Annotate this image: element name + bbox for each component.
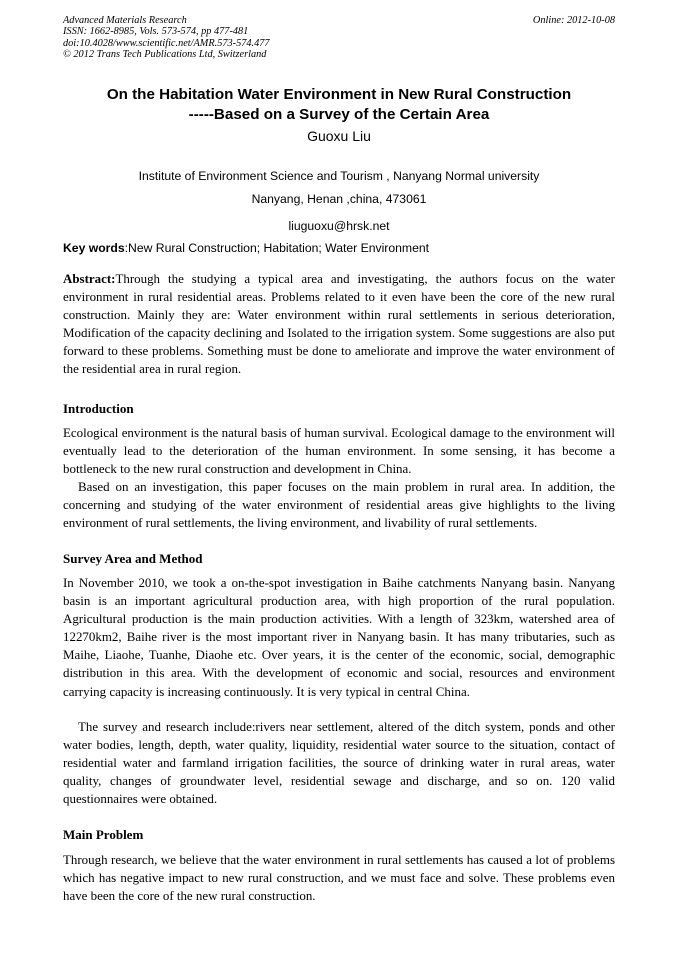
introduction-paragraph-1: Ecological environment is the natural basis of human survival. Ecological damage to the environment will eventually lead to the deterioration of the human environment. In some sensing, it has become a bottleneck to the new rural construction and development in China. [63,425,615,477]
keywords [63,240,623,256]
main-problem-paragraph-1: Through research, we believe that the water environment in rural settlements has caused a lot of problems which has negative impact to new rural construction, and we must face and solve. These problems even have been the core of the new rural construction. [63,852,615,904]
survey-paragraph-1: In November 2010, we took a on-the-spot investigation in Baihe catchments Nanyang basin. Nanyang basin is an important agricultural production area, with high proportion of the rural population. Agricultural production is the main production activities. With a length of 323km, watershed area of 12270km2, Baihe river is the most important river in Nanyang basin. It has many tributaries, such as Maihe, Liaohe, Tuanhe, Diaohe etc. Over years, it is the center of the economic, social, demographic distribution in this area. With the development of economic and social, resources and environment carrying capacity is increasing continuously. It is very typical in central China. [63,575,615,699]
author-email: liuguoxu@hrsk.net [288,219,390,233]
keywords-text: New Rural Construction; Habitation; Water Environment [128,241,430,255]
copyright-line: © 2012 Trans Tech Publications Ltd, Switzerland [63,49,267,61]
introduction-paragraph-2: Based on an investigation, this paper focuses on the main problem in rural area. In addition, the concerning and studying of the water environment of residential areas give highlights to the living environment of rural settlements, the living environment, and livability of rural settlements. [63,479,615,531]
affiliation-institute: Institute of Environment Science and Tourism , Nanyang Normal university [138,169,540,183]
keywords-separator: : [124,241,129,255]
doi-line: doi:10.4028/www.scientific.net/AMR.573-574.477 [63,37,270,49]
author-name: Guoxu Liu [307,128,371,144]
keywords-label: Key words [63,241,125,255]
paper-title: On the Habitation Water Environment in New Rural Construction [106,86,572,103]
journal-name: Advanced Materials Research [63,15,187,26]
survey-paragraph-2: The survey and research include:rivers near settlement, altered of the ditch system, ponds and other water bodies, length, depth, water quality, liquidity, residential water source to the situation, contact of residential water and farmland irrigation facilities, the source of drinking water in rural areas, water quality, changes of groundwater level, residential sewage and discharge, and so on. 120 valid questionnaires were obtained. [63,719,615,807]
abstract-label: Abstract: [63,271,116,286]
online-date: Online: 2012-10-08 [532,15,615,26]
abstract [63,270,615,379]
abstract-text: Through the studying a typical area and investigating, the authors focus on the water environment in rural residential areas. Problems related to it even have been the core of the new rural construction. Mainly they are: Water environment within rural settlements in serious deterioration, Modification of the capacity declining and Isolated to the irrigation system. Some suggestions are also put forward to these problems. Something must be done to ameliorate and improve the water environment of the residential area in rural region. [63,271,615,377]
issn-line: ISSN: 1662-8985, Vols. 573-574, pp 477-481 [63,26,249,38]
section-heading-introduction: Introduction [63,401,134,416]
journal-header [63,15,615,61]
affiliation-address: Nanyang, Henan ,china, 473061 [251,192,427,206]
section-heading-survey: Survey Area and Method [63,551,203,566]
paper-subtitle: -----Based on a Survey of the Certain Area [188,106,490,123]
section-heading-main-problem: Main Problem [63,827,144,842]
